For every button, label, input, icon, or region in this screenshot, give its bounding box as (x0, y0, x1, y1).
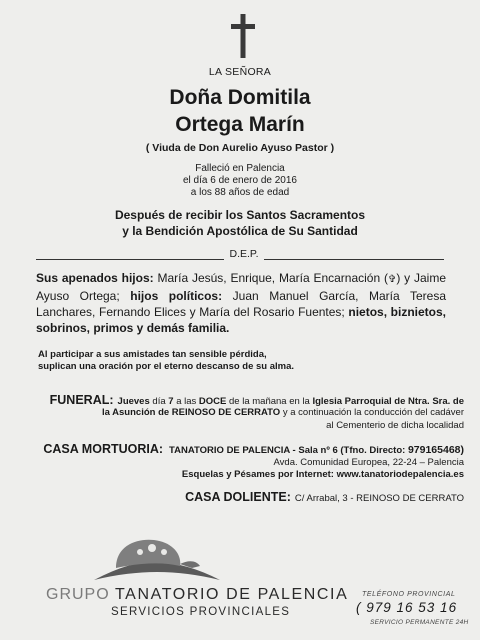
divider-line-left (36, 259, 224, 260)
logo-services-text: SERVICIOS PROVINCIALES (111, 606, 291, 618)
divider-line-right (264, 259, 444, 260)
dep-divider (36, 246, 444, 262)
family-paragraph (36, 270, 446, 336)
deceased-name-line2: Ortega Marín (175, 113, 305, 136)
funeral-church: Iglesia Parroquial de Ntra. Sra. de (312, 396, 464, 407)
logo-grupo-text: GRUPO (46, 586, 110, 603)
casa-mortuoria-line1 (43, 443, 464, 457)
funeral-day: Jueves (117, 396, 150, 407)
funeral-text: de la mañana en la (226, 396, 313, 407)
sacraments-line1: Después de recibir los Santos Sacramentos (114, 208, 366, 222)
casa-mortuoria-label: CASA MORTUORIA: (43, 442, 164, 456)
phone-label: TELÉFONO PROVINCIAL (362, 591, 456, 598)
widow-of: ( Viuda de Don Aurelio Ayuso Pastor ) (145, 142, 335, 154)
tanatorio-logo-icon (92, 530, 222, 582)
funeral-church-cont: la Asunción de REINOSO DE CERRATO (101, 407, 281, 418)
dep-text: D.E.P. (229, 248, 259, 260)
casa-mortuoria-address: Avda. Comunidad Europea, 22-24 – Palencia (273, 457, 464, 468)
sons-text-b: ) y Jaime Ayuso Ortega; (36, 271, 446, 303)
funeral-text: a las (173, 396, 199, 407)
sons-label: Sus apenados hijos: (36, 271, 154, 285)
inlaws-label: hijos políticos: (130, 289, 223, 303)
label-la-senora: LA SEÑORA (208, 66, 272, 78)
sons-text-a: María Jesús, Enrique, María Encarnación ( (153, 271, 388, 285)
sacraments-line2: y la Bendición Apostólica de Su Santidad (122, 224, 358, 238)
death-date: el día 6 de enero de 2016 (183, 175, 297, 186)
casa-mortuoria-line3 (182, 469, 464, 481)
grandchildren-text: nietos, biznietos, sobrinos, primos y demás familia. (36, 305, 447, 335)
funeral-text: y a continuación la conducción del cadáver (280, 407, 464, 418)
funeral-label: FUNERAL: (49, 393, 114, 407)
deceased-name-line1: Doña Domitila (169, 86, 311, 109)
inlaws-text: Juan Manuel García, María Teresa Lanchares, Fernando Elices y María del Rosario Fuentes; (36, 289, 446, 319)
funeral-hour: DOCE (198, 396, 227, 407)
small-cross-icon: ✞ (387, 274, 397, 285)
death-place: Falleció en Palencia (195, 163, 285, 174)
funeral-line1 (50, 394, 464, 408)
direct-phone: 979165468) (407, 444, 464, 456)
internet-label: Esquelas y Pésames por Internet: (181, 469, 334, 480)
sala-text: - Sala nº 6 (Tfno. Directo: (289, 445, 408, 456)
casa-doliente-line (185, 491, 464, 505)
phone-service-note: SERVICIO PERMANENTE 24H (370, 619, 469, 626)
casa-doliente-label: CASA DOLIENTE: (185, 490, 291, 504)
note-line1: Al participar a sus amistades tan sensible pérdida, (38, 349, 267, 360)
funeral-text: día (149, 396, 169, 407)
phone-number: ( 979 16 53 16 (356, 600, 458, 615)
tanatorio-name: TANATORIO DE PALENCIA (169, 445, 290, 456)
website-link: www.tanatoriodepalencia.es (333, 469, 464, 480)
note-line2: suplican una oración por el eterno descanso de su alma. (38, 361, 295, 372)
logo-company-name: TANATORIO DE PALENCIA (115, 586, 349, 603)
death-age: a los 88 años de edad (190, 187, 290, 198)
casa-doliente-address: C/ Arrabal, 3 - REINOSO DE CERRATO (294, 493, 464, 504)
funeral-line2 (102, 407, 464, 419)
cross-icon (228, 14, 258, 58)
funeral-date: 7 (168, 396, 174, 407)
funeral-line3: al Cementerio de dicha localidad (326, 420, 464, 431)
